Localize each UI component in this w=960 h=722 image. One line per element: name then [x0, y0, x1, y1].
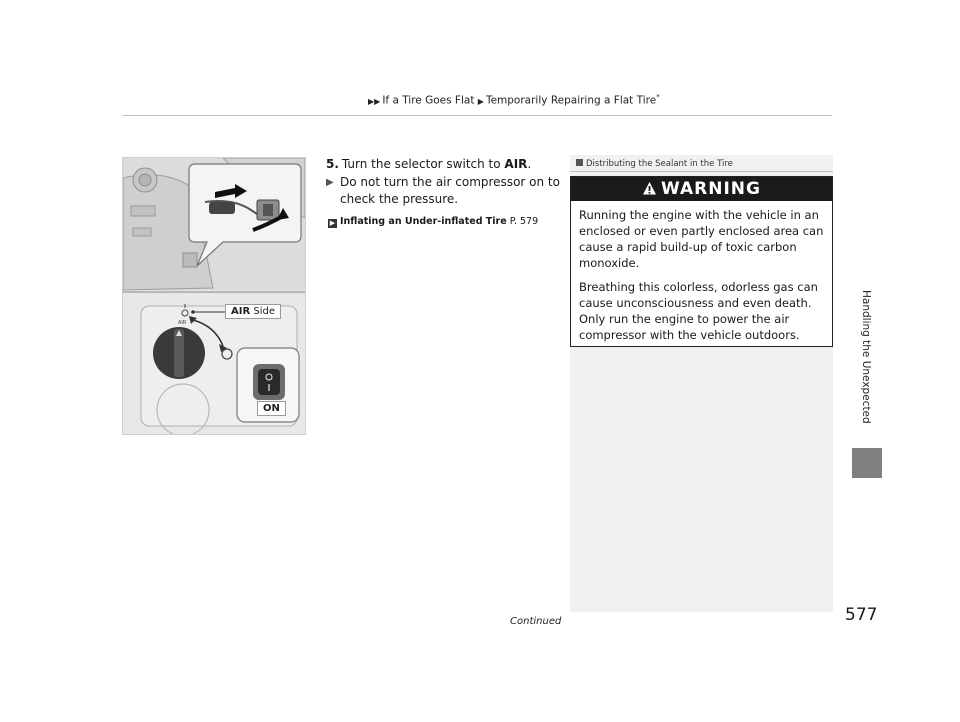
reference-arrow-icon: ▶: [329, 219, 336, 227]
warning-box: [570, 176, 833, 347]
page-number: 577: [845, 605, 878, 625]
substep-text: Do not turn the air compressor on to check the pressure.: [340, 175, 560, 206]
notes-panel: [570, 155, 833, 612]
breadcrumb-item-repair[interactable]: Temporarily Repairing a Flat Tire: [485, 94, 657, 107]
warning-header: [571, 177, 832, 201]
double-arrow-icon: ▶▶: [368, 96, 381, 106]
cross-reference-link[interactable]: [326, 213, 561, 230]
continued-label: Continued: [510, 616, 562, 627]
side-tab-marker[interactable]: [852, 448, 882, 478]
notes-divider: [570, 171, 833, 172]
svg-text:AIR: AIR: [178, 320, 187, 326]
warning-triangle-icon: [642, 181, 657, 196]
step-number: 5.: [326, 157, 339, 171]
step-text-bold: AIR: [504, 157, 528, 171]
compressor-illustration: [122, 157, 306, 435]
notes-title-text: Distributing the Sealant in the Tire: [586, 159, 733, 169]
breadcrumb: [368, 93, 660, 107]
arrow-icon: ▶: [477, 96, 484, 106]
reference-title: Inflating an Under-inflated Tire: [340, 216, 507, 227]
warning-body: [571, 201, 832, 343]
substep-arrow-icon: ▶: [326, 177, 334, 188]
air-side-text: Side: [250, 306, 275, 317]
asterisk-mark: *: [656, 93, 660, 101]
on-label: ON: [257, 401, 286, 416]
air-side-label: [225, 304, 281, 319]
step-5: [326, 156, 561, 230]
step-text-before: Turn the selector switch to: [341, 157, 505, 171]
notes-title: [576, 159, 733, 169]
reference-page: P. 579: [506, 216, 539, 227]
warning-title: WARNING: [661, 179, 761, 199]
air-side-bold: AIR: [231, 306, 251, 317]
breadcrumb-item-flat-tire[interactable]: If a Tire Goes Flat: [382, 94, 475, 107]
compressor-drawing: [123, 158, 305, 434]
step-5-main: [326, 156, 561, 173]
note-bullet-icon: [576, 159, 583, 166]
side-tab-label: Handling the Unexpected: [860, 290, 872, 424]
step-5-substep: [326, 174, 561, 208]
step-text-after: .: [527, 157, 532, 171]
warning-paragraph-2: Breathing this colorless, odorless gas can cause unconsciousness and even death. Only run the engine to power the air compressor with the vehicle outdoors.: [579, 280, 818, 342]
warning-paragraph-1: Running the engine with the vehicle in an enclosed or even partly enclosed area can cause a rapid build-up of toxic carbon monoxide.: [579, 208, 824, 270]
header-rule: [122, 115, 832, 116]
